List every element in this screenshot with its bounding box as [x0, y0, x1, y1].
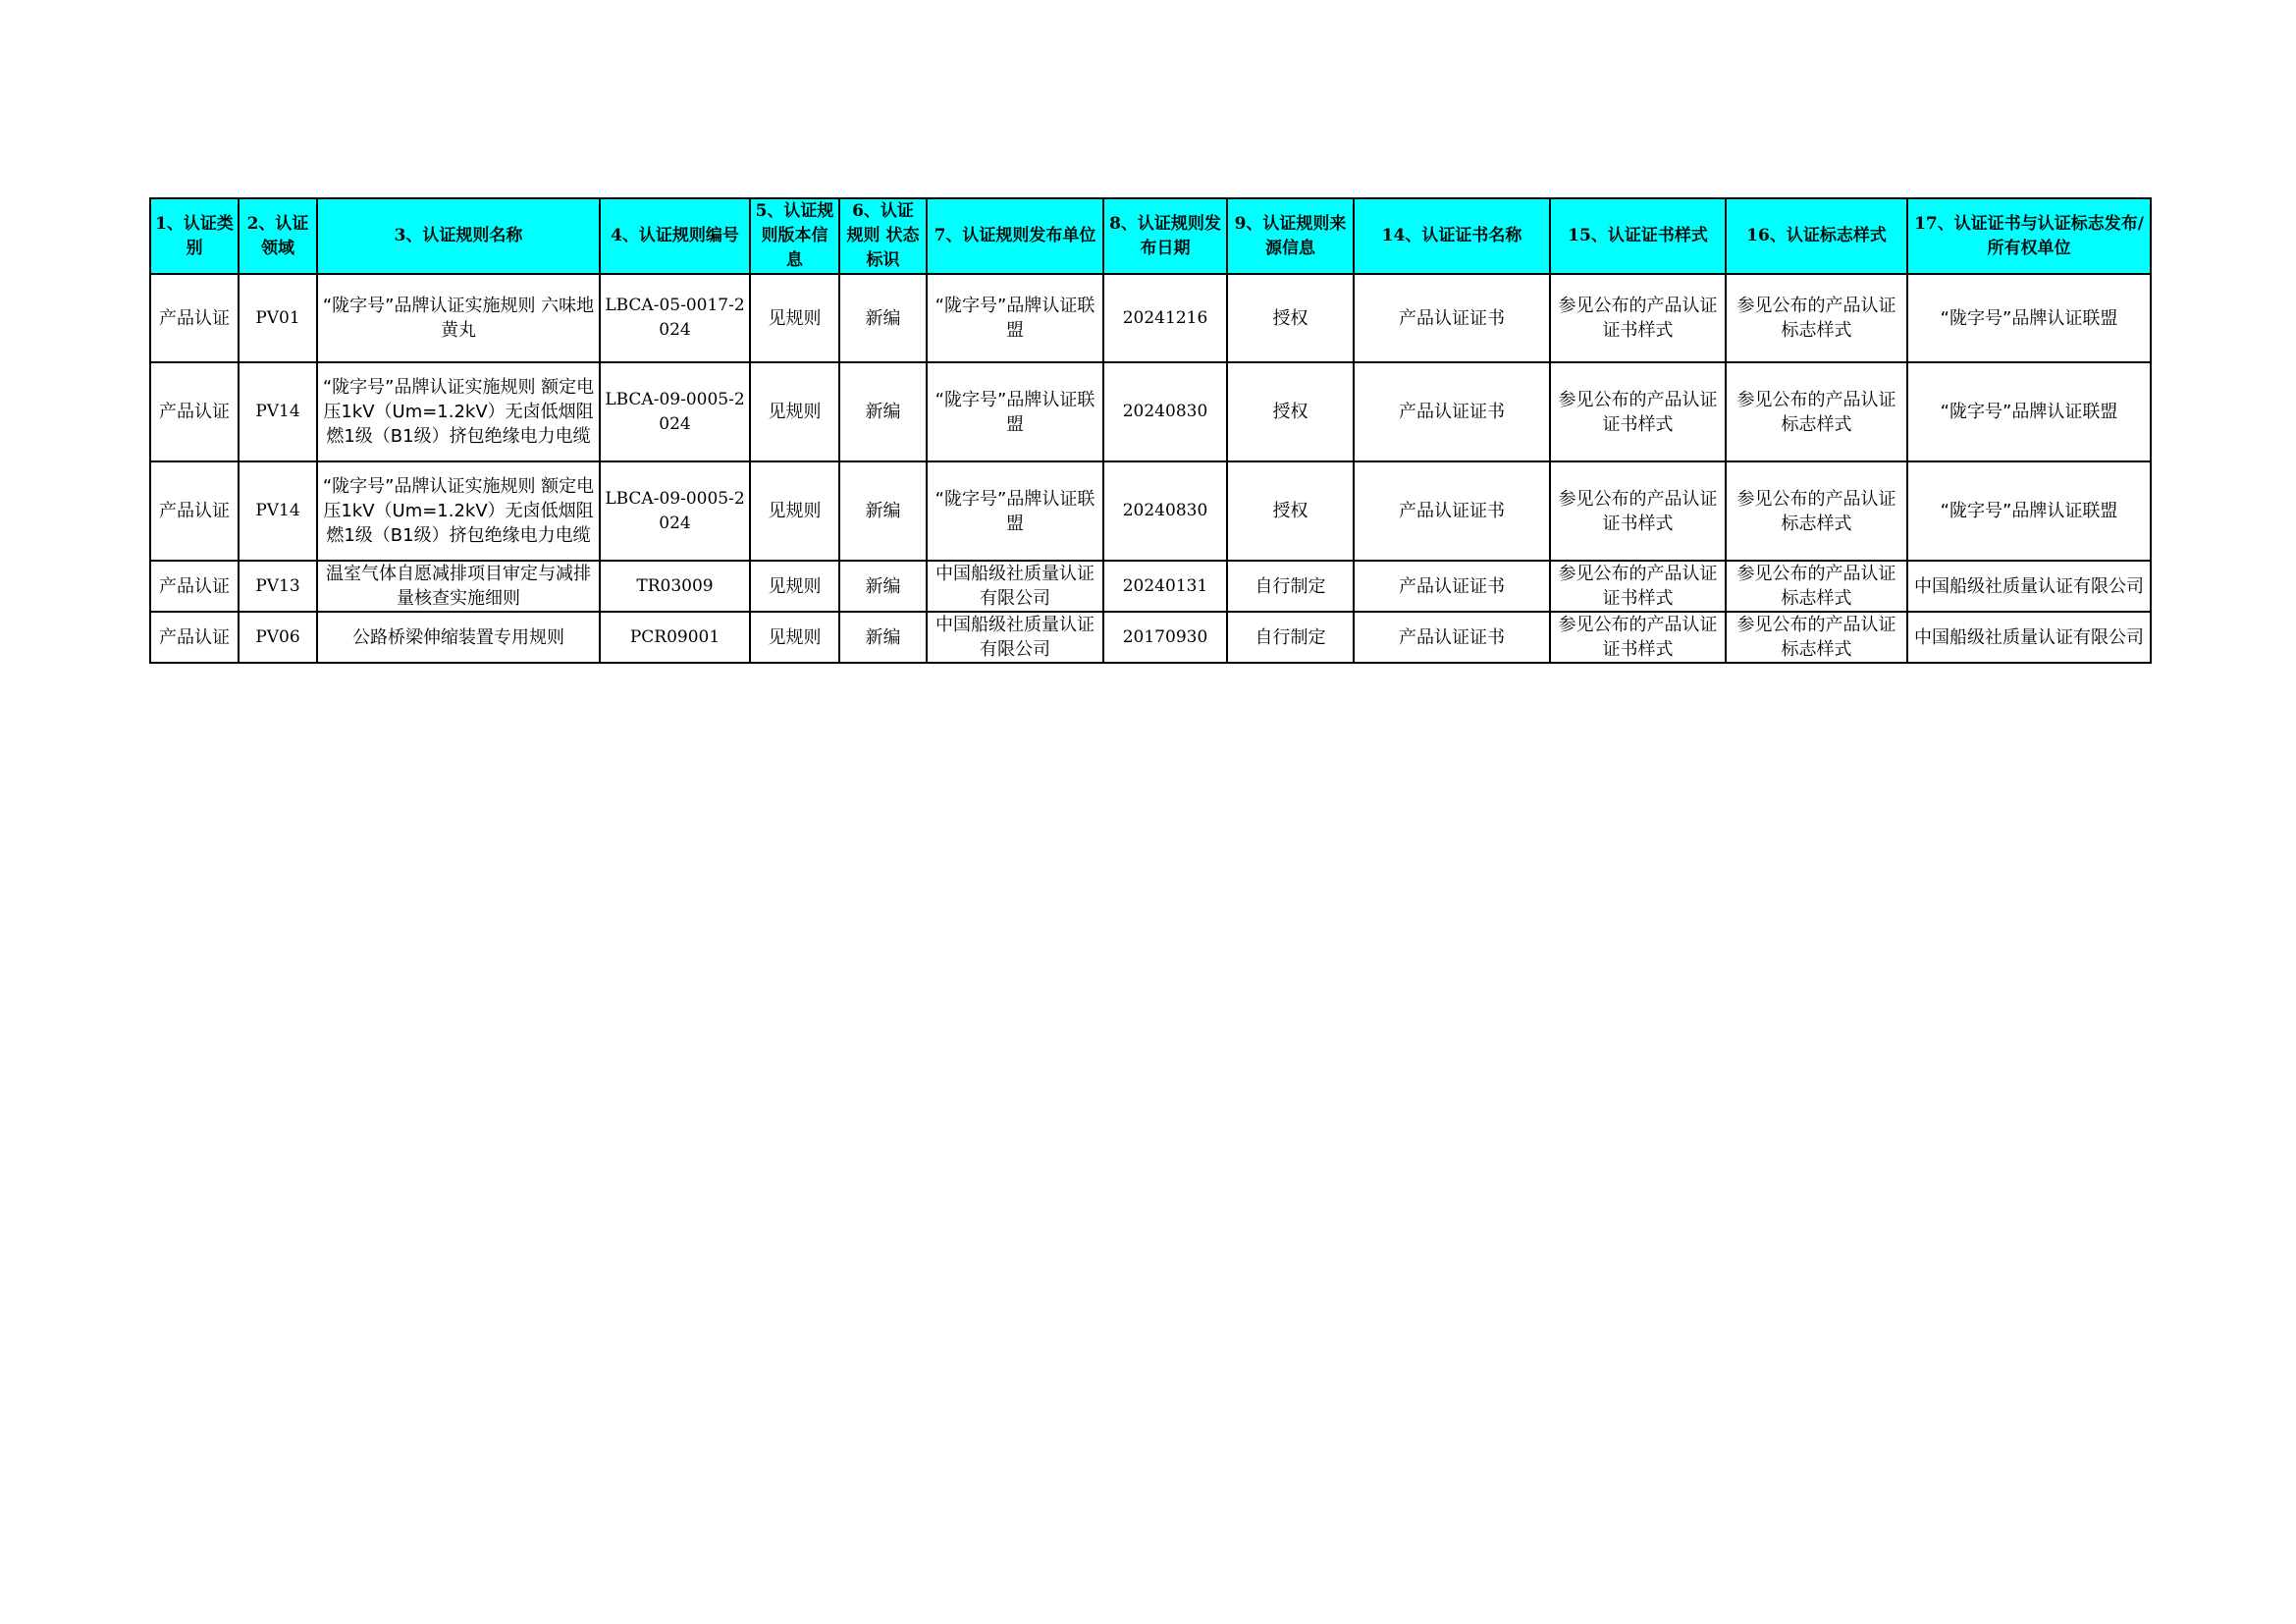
- cell-certificate-style: 参见公布的产品认证证书样式: [1550, 561, 1726, 612]
- cell-cert-field: PV14: [239, 461, 317, 561]
- header-rule-number: 4、认证规则编号: [600, 198, 750, 274]
- cell-rule-source: 授权: [1227, 274, 1354, 362]
- cell-cert-field: PV13: [239, 561, 317, 612]
- cell-rule-date: 20170930: [1103, 612, 1227, 663]
- cell-certificate-style: 参见公布的产品认证证书样式: [1550, 362, 1726, 461]
- cell-certificate-name: 产品认证证书: [1354, 274, 1550, 362]
- certification-rules-table: [149, 197, 2152, 664]
- cell-cert-category: 产品认证: [150, 612, 239, 663]
- cell-cert-field: PV06: [239, 612, 317, 663]
- cell-owner-unit: “陇字号”品牌认证联盟: [1907, 274, 2151, 362]
- cell-rule-version: 见规则: [750, 274, 839, 362]
- cell-rule-status: 新编: [839, 561, 927, 612]
- cell-rule-source: 授权: [1227, 461, 1354, 561]
- cell-rule-status: 新编: [839, 612, 927, 663]
- cell-rule-publisher: “陇字号”品牌认证联盟: [927, 274, 1103, 362]
- cell-rule-status: 新编: [839, 274, 927, 362]
- header-row: [150, 198, 2151, 274]
- cell-rule-name: “陇字号”品牌认证实施规则 额定电压1kV（Um=1.2kV）无卤低烟阻燃1级（B1级）挤包绝缘电力电缆: [317, 362, 600, 461]
- header-certificate-style: 15、认证证书样式: [1550, 198, 1726, 274]
- cell-owner-unit: “陇字号”品牌认证联盟: [1907, 461, 2151, 561]
- cell-mark-style: 参见公布的产品认证标志样式: [1726, 362, 1907, 461]
- cell-cert-field: PV01: [239, 274, 317, 362]
- cell-rule-version: 见规则: [750, 612, 839, 663]
- cell-rule-source: 自行制定: [1227, 612, 1354, 663]
- cell-mark-style: 参见公布的产品认证标志样式: [1726, 274, 1907, 362]
- cell-rule-publisher: “陇字号”品牌认证联盟: [927, 461, 1103, 561]
- header-rule-version: 5、认证规则版本信息: [750, 198, 839, 274]
- cell-cert-field: PV14: [239, 362, 317, 461]
- cell-rule-status: 新编: [839, 362, 927, 461]
- header-certificate-name: 14、认证证书名称: [1354, 198, 1550, 274]
- cell-rule-number: LBCA-05-0017-2024: [600, 274, 750, 362]
- cell-owner-unit: 中国船级社质量认证有限公司: [1907, 561, 2151, 612]
- cell-rule-publisher: “陇字号”品牌认证联盟: [927, 362, 1103, 461]
- table-row: [150, 362, 2151, 461]
- header-rule-status: 6、认证规则 状态标识: [839, 198, 927, 274]
- cell-rule-number: TR03009: [600, 561, 750, 612]
- cell-rule-publisher: 中国船级社质量认证有限公司: [927, 561, 1103, 612]
- cell-cert-category: 产品认证: [150, 461, 239, 561]
- header-rule-name: 3、认证规则名称: [317, 198, 600, 274]
- cell-certificate-style: 参见公布的产品认证证书样式: [1550, 612, 1726, 663]
- header-rule-source: 9、认证规则来源信息: [1227, 198, 1354, 274]
- cell-certificate-name: 产品认证证书: [1354, 561, 1550, 612]
- cell-rule-number: LBCA-09-0005-2024: [600, 362, 750, 461]
- cell-certificate-style: 参见公布的产品认证证书样式: [1550, 461, 1726, 561]
- header-mark-style: 16、认证标志样式: [1726, 198, 1907, 274]
- cell-rule-number: PCR09001: [600, 612, 750, 663]
- table-row: [150, 274, 2151, 362]
- cell-rule-version: 见规则: [750, 362, 839, 461]
- cell-cert-category: 产品认证: [150, 274, 239, 362]
- cell-mark-style: 参见公布的产品认证标志样式: [1726, 612, 1907, 663]
- cell-certificate-name: 产品认证证书: [1354, 612, 1550, 663]
- cell-rule-name: 公路桥梁伸缩装置专用规则: [317, 612, 600, 663]
- cell-rule-name: 温室气体自愿减排项目审定与减排量核查实施细则: [317, 561, 600, 612]
- header-rule-publisher: 7、认证规则发布单位: [927, 198, 1103, 274]
- cell-rule-name: “陇字号”品牌认证实施规则 六味地黄丸: [317, 274, 600, 362]
- cell-rule-source: 自行制定: [1227, 561, 1354, 612]
- header-rule-date: 8、认证规则发布日期: [1103, 198, 1227, 274]
- header-owner-unit: 17、认证证书与认证标志发布/所有权单位: [1907, 198, 2151, 274]
- cell-owner-unit: “陇字号”品牌认证联盟: [1907, 362, 2151, 461]
- cell-rule-version: 见规则: [750, 561, 839, 612]
- header-cert-category: 1、认证类别: [150, 198, 239, 274]
- header-cert-field: 2、认证领域: [239, 198, 317, 274]
- cell-certificate-name: 产品认证证书: [1354, 362, 1550, 461]
- table-row: [150, 612, 2151, 663]
- cell-rule-date: 20240830: [1103, 461, 1227, 561]
- cell-rule-status: 新编: [839, 461, 927, 561]
- cell-owner-unit: 中国船级社质量认证有限公司: [1907, 612, 2151, 663]
- cell-rule-publisher: 中国船级社质量认证有限公司: [927, 612, 1103, 663]
- cell-mark-style: 参见公布的产品认证标志样式: [1726, 561, 1907, 612]
- table-row: [150, 461, 2151, 561]
- cell-rule-number: LBCA-09-0005-2024: [600, 461, 750, 561]
- cell-rule-date: 20240830: [1103, 362, 1227, 461]
- cell-rule-date: 20240131: [1103, 561, 1227, 612]
- cell-rule-source: 授权: [1227, 362, 1354, 461]
- cell-rule-date: 20241216: [1103, 274, 1227, 362]
- cell-rule-name: “陇字号”品牌认证实施规则 额定电压1kV（Um=1.2kV）无卤低烟阻燃1级（B1级）挤包绝缘电力电缆: [317, 461, 600, 561]
- cell-certificate-name: 产品认证证书: [1354, 461, 1550, 561]
- cell-cert-category: 产品认证: [150, 561, 239, 612]
- cell-mark-style: 参见公布的产品认证标志样式: [1726, 461, 1907, 561]
- cell-certificate-style: 参见公布的产品认证证书样式: [1550, 274, 1726, 362]
- table-row: [150, 561, 2151, 612]
- cell-rule-version: 见规则: [750, 461, 839, 561]
- cell-cert-category: 产品认证: [150, 362, 239, 461]
